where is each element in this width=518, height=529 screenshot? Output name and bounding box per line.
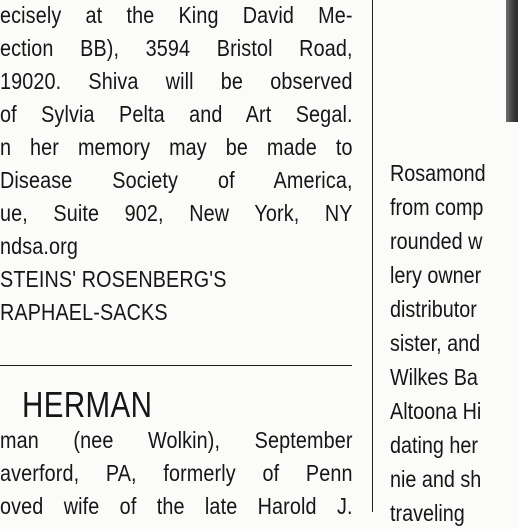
obituary-text-line: rounded w xyxy=(390,228,483,254)
obituary-text-line: averford, PA, formerly of Penn xyxy=(0,460,353,486)
obituary-text-line: Wilkes Ba xyxy=(390,364,478,390)
obituary-text-line: traveling xyxy=(390,500,465,526)
obituary-text-line: ndsa.org xyxy=(0,233,79,259)
obituary-text-line: 19020. Shiva will be observed xyxy=(0,68,353,94)
obituary-text-line: dating her xyxy=(390,432,478,458)
obituary-text-line: lery owner xyxy=(390,262,482,288)
obituary-text-line: man (nee Wolkin), September xyxy=(0,427,353,453)
obituary-text-line: ue, Suite 902, New York, NY xyxy=(0,200,353,226)
obituary-text-line: oved wife of the late Harold J. xyxy=(0,493,353,519)
obituary-text-line: distributor xyxy=(390,296,477,322)
obituary-text-line: from comp xyxy=(390,194,484,220)
funeral-home-line: STEINS' ROSENBERG'S xyxy=(0,266,227,292)
obituary-text-line: ecisely at the King David Me- xyxy=(0,2,353,28)
obituary-text-line: of Sylvia Pelta and Art Segal. xyxy=(0,101,353,127)
section-divider xyxy=(0,365,352,366)
column-divider xyxy=(372,0,373,512)
obituary-name-heading: HERMAN xyxy=(22,384,153,425)
right-column xyxy=(378,0,512,526)
obituary-text-line: ection BB), 3594 Bristol Road, xyxy=(0,35,353,61)
obituary-text-line: Rosamond xyxy=(390,160,486,186)
obituary-text-line: Altoona Hi xyxy=(390,398,482,424)
obituary-photo xyxy=(506,0,518,122)
obituary-text-line: n her memory may be made to xyxy=(0,134,353,160)
obituary-text-line: Disease Society of America, xyxy=(0,167,353,193)
obituary-text-line: sister, and xyxy=(390,330,481,356)
funeral-home-line: RAPHAEL-SACKS xyxy=(0,299,168,325)
obituary-text-line: nie and sh xyxy=(390,466,482,492)
